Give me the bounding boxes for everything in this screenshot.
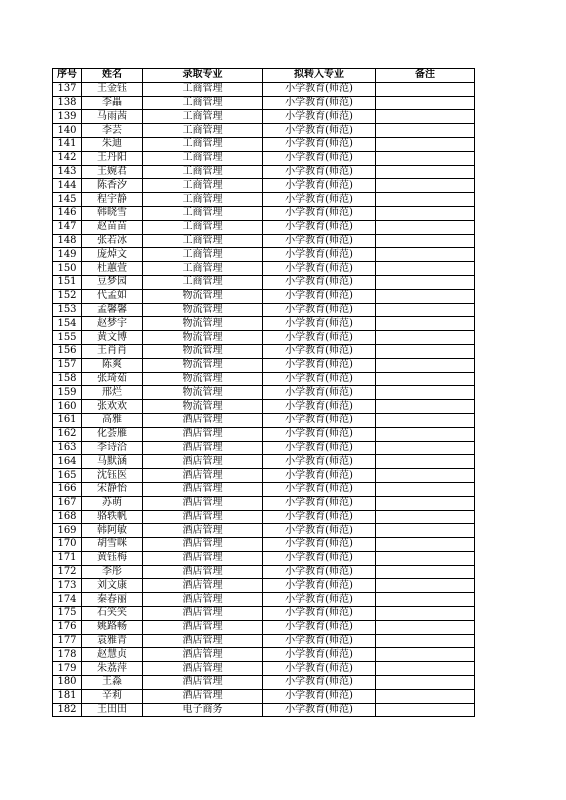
name-cell: 秦春丽 [82, 593, 143, 607]
target-major-cell: 小学教育(师范) [263, 262, 376, 276]
admitted-major-cell: 酒店管理 [143, 441, 263, 455]
table-row [53, 551, 475, 565]
admitted-major-cell: 酒店管理 [143, 455, 263, 469]
target-major-cell: 小学教育(师范) [263, 579, 376, 593]
remarks-cell [376, 455, 475, 469]
table-row [53, 441, 475, 455]
remarks-cell [376, 689, 475, 703]
name-cell: 刘文康 [82, 579, 143, 593]
remarks-cell [376, 496, 475, 510]
serial-cell: 181 [53, 689, 82, 703]
remarks-cell [376, 317, 475, 331]
target-major-cell: 小学教育(师范) [263, 248, 376, 262]
serial-cell: 176 [53, 620, 82, 634]
remarks-cell [376, 427, 475, 441]
admitted-major-cell: 酒店管理 [143, 689, 263, 703]
serial-cell: 177 [53, 634, 82, 648]
remarks-cell [376, 551, 475, 565]
name-cell: 孟馨馨 [82, 303, 143, 317]
target-major-cell: 小学教育(师范) [263, 551, 376, 565]
table-row [53, 662, 475, 676]
remarks-cell [376, 331, 475, 345]
transfer-list-table [52, 68, 475, 717]
name-cell: 赵梦宇 [82, 317, 143, 331]
admitted-major-cell: 工商管理 [143, 124, 263, 138]
serial-cell: 147 [53, 220, 82, 234]
serial-cell: 148 [53, 234, 82, 248]
name-cell: 沈钰医 [82, 469, 143, 483]
serial-cell: 150 [53, 262, 82, 276]
table-row [53, 289, 475, 303]
serial-cell: 141 [53, 137, 82, 151]
table-row [53, 82, 475, 96]
name-cell: 化荟雁 [82, 427, 143, 441]
remarks-cell [376, 303, 475, 317]
header-name: 姓名 [82, 69, 143, 83]
target-major-cell: 小学教育(师范) [263, 386, 376, 400]
table-row [53, 607, 475, 621]
name-cell: 庞焯文 [82, 248, 143, 262]
target-major-cell: 小学教育(师范) [263, 124, 376, 138]
table-row [53, 579, 475, 593]
name-cell: 豆梦园 [82, 275, 143, 289]
admitted-major-cell: 工商管理 [143, 151, 263, 165]
target-major-cell: 小学教育(师范) [263, 275, 376, 289]
remarks-cell [376, 262, 475, 276]
target-major-cell: 小学教育(师范) [263, 496, 376, 510]
serial-cell: 170 [53, 538, 82, 552]
serial-cell: 178 [53, 648, 82, 662]
admitted-major-cell: 酒店管理 [143, 538, 263, 552]
table-row [53, 165, 475, 179]
name-cell: 张琦茹 [82, 372, 143, 386]
target-major-cell: 小学教育(师范) [263, 662, 376, 676]
admitted-major-cell: 工商管理 [143, 220, 263, 234]
table-row [53, 110, 475, 124]
table-row [53, 386, 475, 400]
serial-cell: 162 [53, 427, 82, 441]
table-row [53, 372, 475, 386]
admitted-major-cell: 工商管理 [143, 248, 263, 262]
target-major-cell: 小学教育(师范) [263, 344, 376, 358]
admitted-major-cell: 酒店管理 [143, 565, 263, 579]
serial-cell: 159 [53, 386, 82, 400]
name-cell: 黄钰梅 [82, 551, 143, 565]
target-major-cell: 小学教育(师范) [263, 441, 376, 455]
admitted-major-cell: 酒店管理 [143, 496, 263, 510]
table-row [53, 344, 475, 358]
serial-cell: 144 [53, 179, 82, 193]
target-major-cell: 小学教育(师范) [263, 689, 376, 703]
table-row [53, 331, 475, 345]
admitted-major-cell: 酒店管理 [143, 648, 263, 662]
serial-cell: 180 [53, 676, 82, 690]
table-row [53, 193, 475, 207]
remarks-cell [376, 234, 475, 248]
admitted-major-cell: 工商管理 [143, 82, 263, 96]
name-cell: 李畾 [82, 96, 143, 110]
name-cell: 韩晓雪 [82, 206, 143, 220]
admitted-major-cell: 酒店管理 [143, 620, 263, 634]
serial-cell: 164 [53, 455, 82, 469]
table-row [53, 234, 475, 248]
table-row [53, 317, 475, 331]
table-row [53, 400, 475, 414]
name-cell: 韩阿敏 [82, 524, 143, 538]
target-major-cell: 小学教育(师范) [263, 469, 376, 483]
table-row [53, 413, 475, 427]
admitted-major-cell: 酒店管理 [143, 634, 263, 648]
serial-cell: 171 [53, 551, 82, 565]
name-cell: 李彤 [82, 565, 143, 579]
table-row [53, 220, 475, 234]
name-cell: 王肖肖 [82, 344, 143, 358]
table-row [53, 469, 475, 483]
table-row [53, 455, 475, 469]
table-row [53, 124, 475, 138]
name-cell: 邢烂 [82, 386, 143, 400]
serial-cell: 174 [53, 593, 82, 607]
target-major-cell: 小学教育(师范) [263, 193, 376, 207]
target-major-cell: 小学教育(师范) [263, 565, 376, 579]
name-cell: 马默涵 [82, 455, 143, 469]
serial-cell: 152 [53, 289, 82, 303]
admitted-major-cell: 物流管理 [143, 303, 263, 317]
serial-cell: 139 [53, 110, 82, 124]
serial-cell: 154 [53, 317, 82, 331]
header-remarks: 备注 [376, 69, 475, 83]
remarks-cell [376, 82, 475, 96]
name-cell: 王金钰 [82, 82, 143, 96]
name-cell: 陈香汐 [82, 179, 143, 193]
table-row [53, 510, 475, 524]
target-major-cell: 小学教育(师范) [263, 303, 376, 317]
name-cell: 李诗洽 [82, 441, 143, 455]
remarks-cell [376, 137, 475, 151]
serial-cell: 156 [53, 344, 82, 358]
admitted-major-cell: 酒店管理 [143, 607, 263, 621]
serial-cell: 172 [53, 565, 82, 579]
serial-cell: 157 [53, 358, 82, 372]
header-row [53, 69, 475, 83]
name-cell: 王田田 [82, 703, 143, 717]
target-major-cell: 小学教育(师范) [263, 372, 376, 386]
admitted-major-cell: 电子商务 [143, 703, 263, 717]
admitted-major-cell: 酒店管理 [143, 510, 263, 524]
remarks-cell [376, 620, 475, 634]
header-admitted-major: 录取专业 [143, 69, 263, 83]
remarks-cell [376, 275, 475, 289]
name-cell: 赵苗苗 [82, 220, 143, 234]
serial-cell: 137 [53, 82, 82, 96]
table-row [53, 703, 475, 717]
table-row [53, 524, 475, 538]
target-major-cell: 小学教育(师范) [263, 607, 376, 621]
table-row [53, 262, 475, 276]
table-row [53, 565, 475, 579]
table-row [53, 593, 475, 607]
table-row [53, 427, 475, 441]
serial-cell: 153 [53, 303, 82, 317]
serial-cell: 182 [53, 703, 82, 717]
table-row [53, 96, 475, 110]
name-cell: 袁雅青 [82, 634, 143, 648]
admitted-major-cell: 酒店管理 [143, 579, 263, 593]
remarks-cell [376, 124, 475, 138]
admitted-major-cell: 工商管理 [143, 179, 263, 193]
target-major-cell: 小学教育(师范) [263, 648, 376, 662]
serial-cell: 163 [53, 441, 82, 455]
remarks-cell [376, 96, 475, 110]
target-major-cell: 小学教育(师范) [263, 206, 376, 220]
name-cell: 宋静怡 [82, 482, 143, 496]
table-row [53, 137, 475, 151]
admitted-major-cell: 酒店管理 [143, 469, 263, 483]
remarks-cell [376, 538, 475, 552]
name-cell: 王丹阳 [82, 151, 143, 165]
name-cell: 程宇静 [82, 193, 143, 207]
serial-cell: 155 [53, 331, 82, 345]
target-major-cell: 小学教育(师范) [263, 220, 376, 234]
header-serial: 序号 [53, 69, 82, 83]
remarks-cell [376, 676, 475, 690]
serial-cell: 167 [53, 496, 82, 510]
target-major-cell: 小学教育(师范) [263, 96, 376, 110]
remarks-cell [376, 220, 475, 234]
target-major-cell: 小学教育(师范) [263, 165, 376, 179]
admitted-major-cell: 工商管理 [143, 275, 263, 289]
target-major-cell: 小学教育(师范) [263, 427, 376, 441]
serial-cell: 151 [53, 275, 82, 289]
remarks-cell [376, 648, 475, 662]
remarks-cell [376, 524, 475, 538]
serial-cell: 146 [53, 206, 82, 220]
remarks-cell [376, 579, 475, 593]
table-row [53, 151, 475, 165]
admitted-major-cell: 物流管理 [143, 344, 263, 358]
serial-cell: 149 [53, 248, 82, 262]
target-major-cell: 小学教育(师范) [263, 634, 376, 648]
serial-cell: 145 [53, 193, 82, 207]
serial-cell: 169 [53, 524, 82, 538]
target-major-cell: 小学教育(师范) [263, 289, 376, 303]
remarks-cell [376, 344, 475, 358]
remarks-cell [376, 703, 475, 717]
admitted-major-cell: 工商管理 [143, 137, 263, 151]
admitted-major-cell: 物流管理 [143, 400, 263, 414]
name-cell: 马雨茜 [82, 110, 143, 124]
serial-cell: 165 [53, 469, 82, 483]
target-major-cell: 小学教育(师范) [263, 400, 376, 414]
admitted-major-cell: 酒店管理 [143, 593, 263, 607]
table-body [53, 82, 475, 717]
target-major-cell: 小学教育(师范) [263, 703, 376, 717]
serial-cell: 138 [53, 96, 82, 110]
target-major-cell: 小学教育(师范) [263, 331, 376, 345]
target-major-cell: 小学教育(师范) [263, 455, 376, 469]
admitted-major-cell: 工商管理 [143, 110, 263, 124]
admitted-major-cell: 酒店管理 [143, 551, 263, 565]
remarks-cell [376, 565, 475, 579]
table-row [53, 248, 475, 262]
serial-cell: 140 [53, 124, 82, 138]
table-row [53, 496, 475, 510]
remarks-cell [376, 179, 475, 193]
name-cell: 石笑笑 [82, 607, 143, 621]
name-cell: 张若冰 [82, 234, 143, 248]
table-header [53, 69, 475, 83]
remarks-cell [376, 634, 475, 648]
remarks-cell [376, 289, 475, 303]
target-major-cell: 小学教育(师范) [263, 676, 376, 690]
name-cell: 朱荔萍 [82, 662, 143, 676]
admitted-major-cell: 物流管理 [143, 358, 263, 372]
remarks-cell [376, 593, 475, 607]
remarks-cell [376, 165, 475, 179]
table-row [53, 620, 475, 634]
remarks-cell [376, 110, 475, 124]
serial-cell: 143 [53, 165, 82, 179]
admitted-major-cell: 酒店管理 [143, 662, 263, 676]
serial-cell: 173 [53, 579, 82, 593]
name-cell: 杜蕙萱 [82, 262, 143, 276]
remarks-cell [376, 607, 475, 621]
remarks-cell [376, 386, 475, 400]
table-row [53, 358, 475, 372]
admitted-major-cell: 工商管理 [143, 96, 263, 110]
remarks-cell [376, 193, 475, 207]
target-major-cell: 小学教育(师范) [263, 413, 376, 427]
name-cell: 王婉君 [82, 165, 143, 179]
name-cell: 辛莉 [82, 689, 143, 703]
name-cell: 高雅 [82, 413, 143, 427]
remarks-cell [376, 151, 475, 165]
header-target-major: 拟转入专业 [263, 69, 376, 83]
remarks-cell [376, 248, 475, 262]
target-major-cell: 小学教育(师范) [263, 620, 376, 634]
serial-cell: 179 [53, 662, 82, 676]
admitted-major-cell: 物流管理 [143, 289, 263, 303]
serial-cell: 166 [53, 482, 82, 496]
target-major-cell: 小学教育(师范) [263, 110, 376, 124]
admitted-major-cell: 物流管理 [143, 317, 263, 331]
target-major-cell: 小学教育(师范) [263, 593, 376, 607]
remarks-cell [376, 206, 475, 220]
serial-cell: 158 [53, 372, 82, 386]
name-cell: 王淼 [82, 676, 143, 690]
name-cell: 姚路畅 [82, 620, 143, 634]
remarks-cell [376, 662, 475, 676]
admitted-major-cell: 工商管理 [143, 262, 263, 276]
admitted-major-cell: 物流管理 [143, 372, 263, 386]
admitted-major-cell: 工商管理 [143, 206, 263, 220]
remarks-cell [376, 372, 475, 386]
remarks-cell [376, 358, 475, 372]
name-cell: 苏萌 [82, 496, 143, 510]
serial-cell: 160 [53, 400, 82, 414]
name-cell: 李芸 [82, 124, 143, 138]
remarks-cell [376, 413, 475, 427]
target-major-cell: 小学教育(师范) [263, 234, 376, 248]
table-row [53, 206, 475, 220]
name-cell: 黄文博 [82, 331, 143, 345]
admitted-major-cell: 工商管理 [143, 165, 263, 179]
serial-cell: 168 [53, 510, 82, 524]
serial-cell: 161 [53, 413, 82, 427]
admitted-major-cell: 酒店管理 [143, 427, 263, 441]
table-row [53, 482, 475, 496]
admitted-major-cell: 酒店管理 [143, 524, 263, 538]
target-major-cell: 小学教育(师范) [263, 524, 376, 538]
remarks-cell [376, 441, 475, 455]
target-major-cell: 小学教育(师范) [263, 358, 376, 372]
target-major-cell: 小学教育(师范) [263, 151, 376, 165]
table-row [53, 538, 475, 552]
table-row [53, 179, 475, 193]
admitted-major-cell: 工商管理 [143, 234, 263, 248]
table-row [53, 303, 475, 317]
admitted-major-cell: 物流管理 [143, 331, 263, 345]
target-major-cell: 小学教育(师范) [263, 179, 376, 193]
target-major-cell: 小学教育(师范) [263, 317, 376, 331]
admitted-major-cell: 酒店管理 [143, 413, 263, 427]
serial-cell: 175 [53, 607, 82, 621]
admitted-major-cell: 物流管理 [143, 386, 263, 400]
name-cell: 胡雪咪 [82, 538, 143, 552]
name-cell: 代孟如 [82, 289, 143, 303]
target-major-cell: 小学教育(师范) [263, 510, 376, 524]
name-cell: 陈爽 [82, 358, 143, 372]
table-row [53, 275, 475, 289]
target-major-cell: 小学教育(师范) [263, 482, 376, 496]
name-cell: 骆轶帆 [82, 510, 143, 524]
name-cell: 张欢欢 [82, 400, 143, 414]
admitted-major-cell: 酒店管理 [143, 482, 263, 496]
table-row [53, 648, 475, 662]
serial-cell: 142 [53, 151, 82, 165]
remarks-cell [376, 469, 475, 483]
target-major-cell: 小学教育(师范) [263, 82, 376, 96]
admitted-major-cell: 酒店管理 [143, 676, 263, 690]
remarks-cell [376, 400, 475, 414]
name-cell: 赵慧贞 [82, 648, 143, 662]
table-row [53, 634, 475, 648]
table-row [53, 689, 475, 703]
table-row [53, 676, 475, 690]
remarks-cell [376, 482, 475, 496]
target-major-cell: 小学教育(师范) [263, 137, 376, 151]
remarks-cell [376, 510, 475, 524]
name-cell: 朱迪 [82, 137, 143, 151]
target-major-cell: 小学教育(师范) [263, 538, 376, 552]
admitted-major-cell: 工商管理 [143, 193, 263, 207]
